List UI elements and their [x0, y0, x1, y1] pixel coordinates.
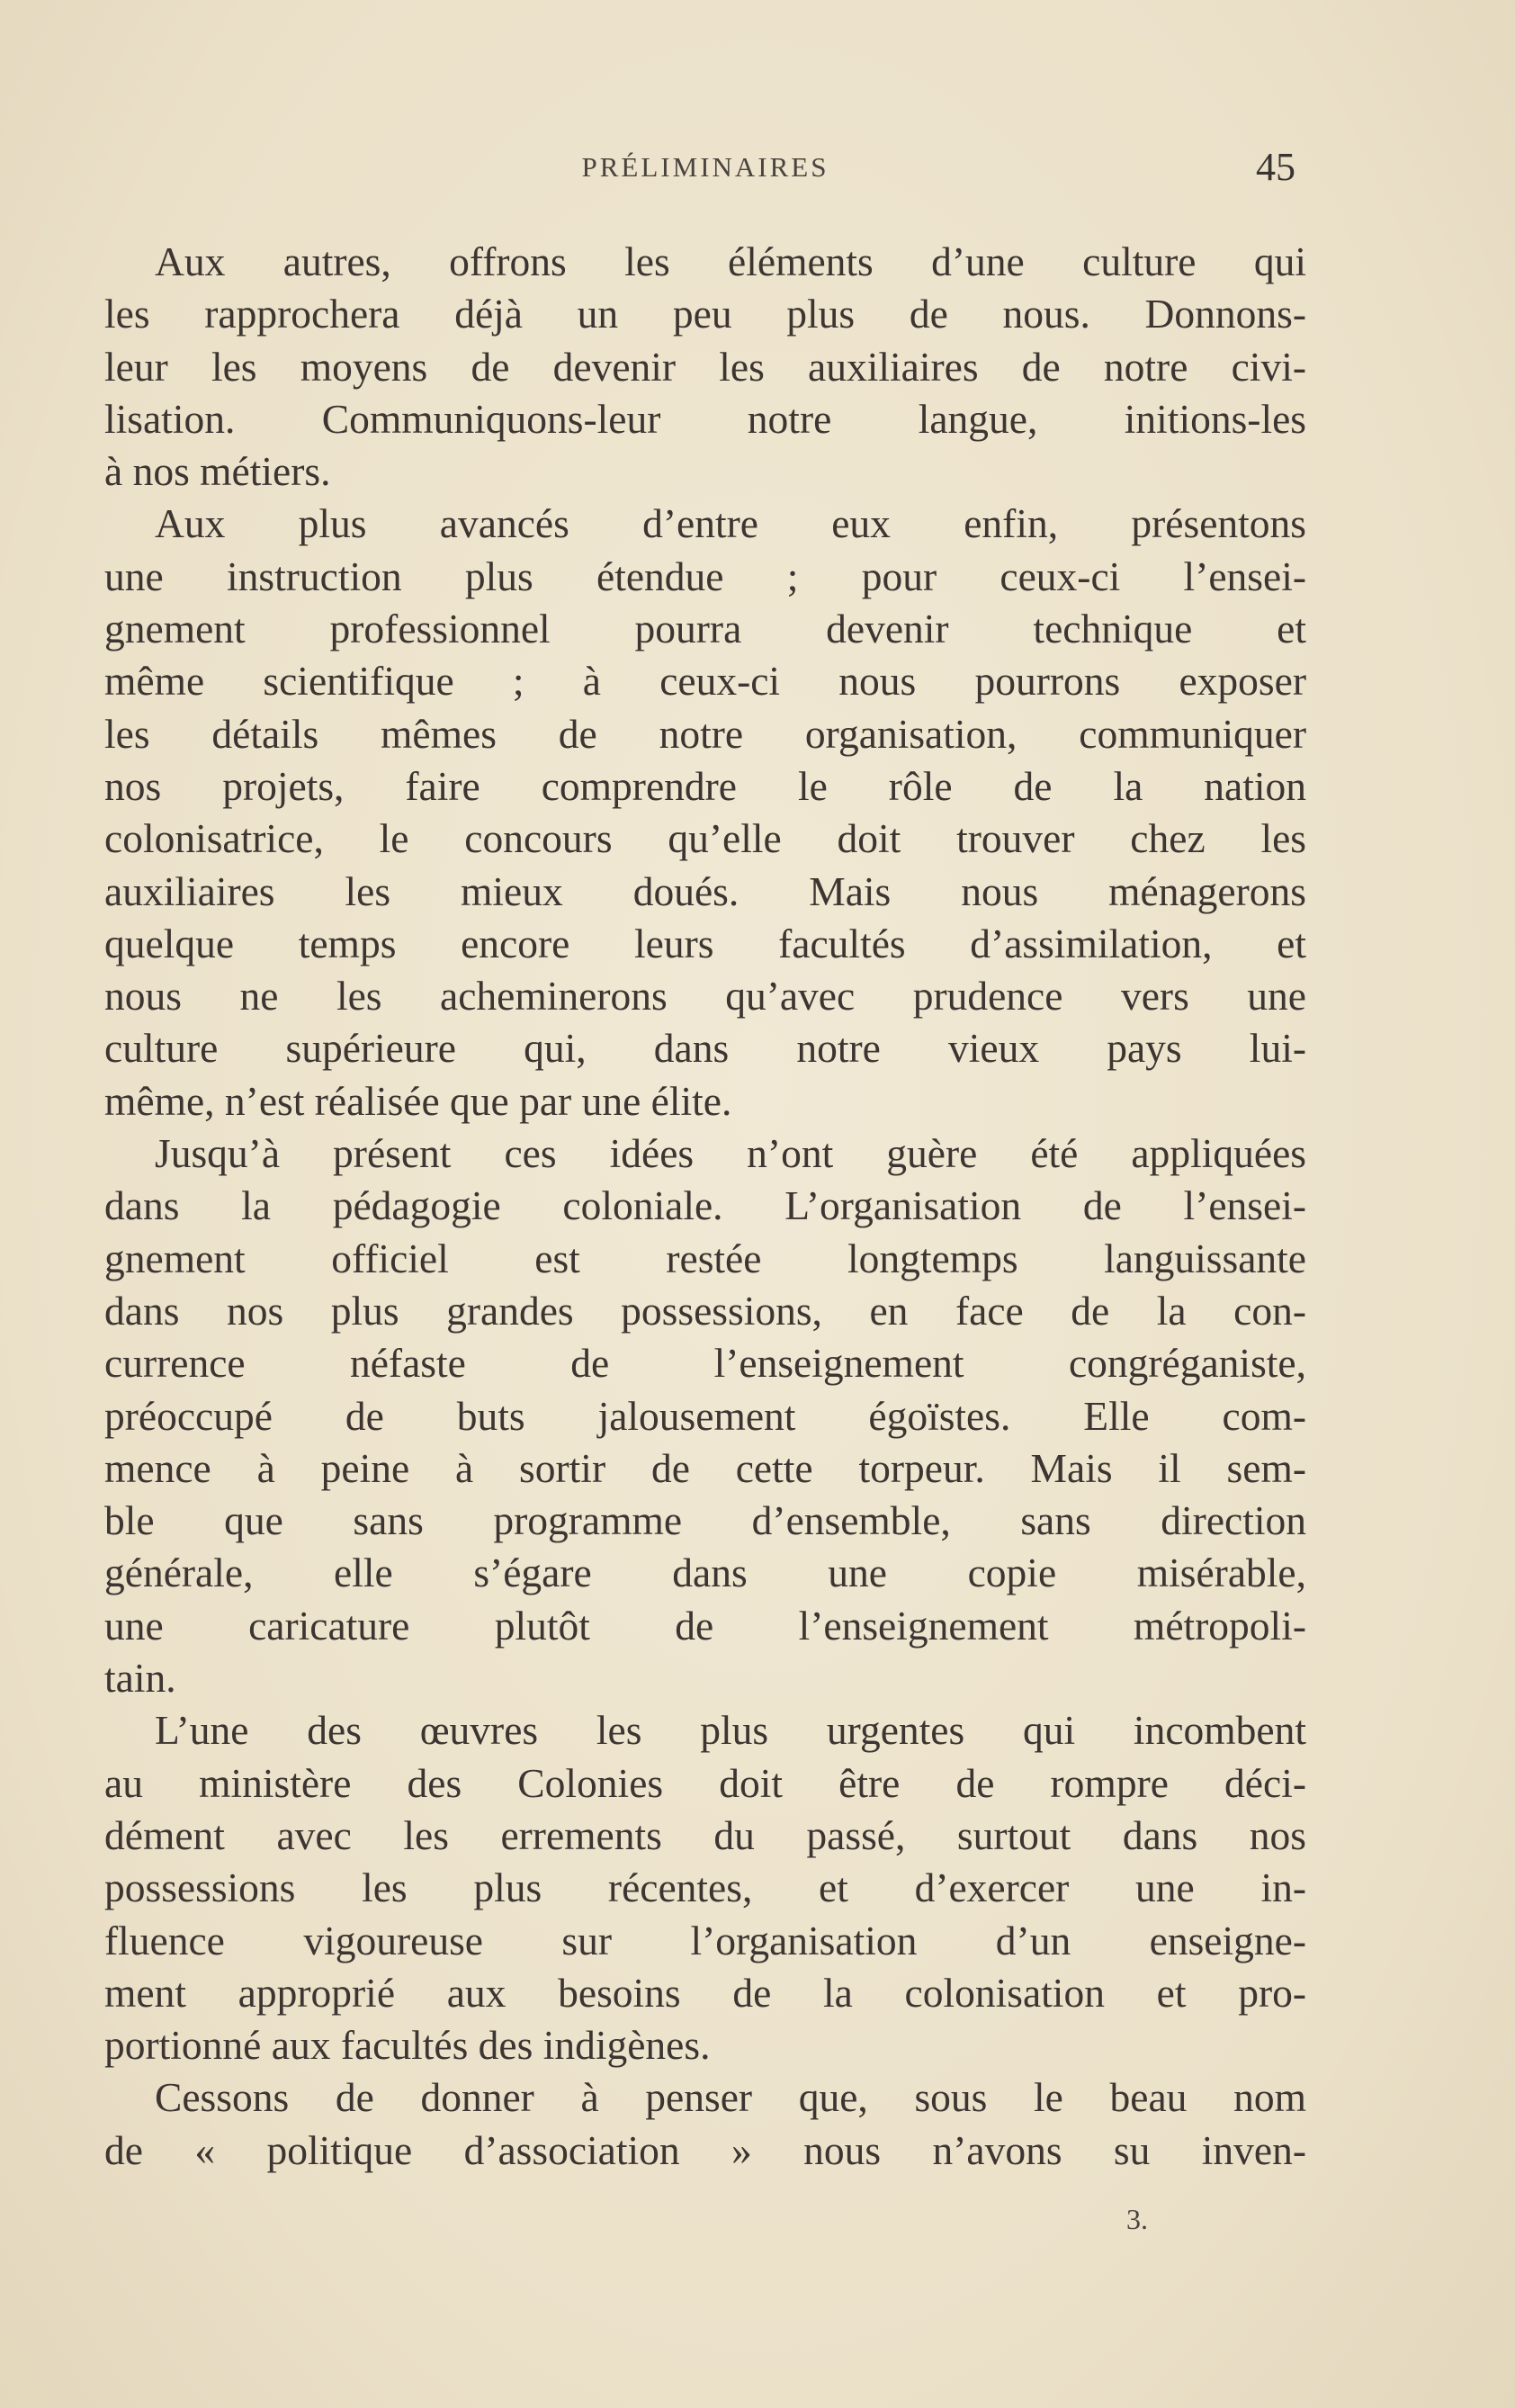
text-line: les rapprochera déjà un peu plus de nous. Donnons-: [104, 291, 1306, 337]
text-line: préoccupé de buts jalousement égoïstes. Elle com-: [104, 1392, 1306, 1439]
signature-mark: 3.: [1126, 2203, 1148, 2235]
page-header: [115, 145, 1295, 196]
text-line: auxiliaires les mieux doués. Mais nous ménagerons: [104, 867, 1306, 914]
text-line: une instruction plus étendue ; pour ceux-ci l’ensei-: [104, 553, 1306, 599]
text-line: gnement officiel est restée longtemps languissante: [104, 1235, 1306, 1281]
text-line: culture supérieure qui, dans notre vieux pays lui-: [104, 1025, 1306, 1072]
text-line: générale, elle s’égare dans une copie misérable,: [104, 1550, 1306, 1596]
text-line: fluence vigoureuse sur l’organisation d’un enseigne-: [104, 1917, 1306, 1963]
text-line: nous ne les acheminerons qu’avec prudence vers une: [104, 973, 1306, 1020]
paragraph: [104, 236, 1306, 498]
text-line: Aux plus avancés d’entre eux enfin, présentons: [155, 500, 1306, 547]
text-line: nos projets, faire comprendre le rôle de la nation: [104, 762, 1306, 809]
text-line: dans la pédagogie coloniale. L’organisation de l’ensei-: [104, 1182, 1306, 1229]
text-line: ble que sans programme d’ensemble, sans direction: [104, 1497, 1306, 1544]
text-line: dément avec les errements du passé, surtout dans nos: [104, 1811, 1306, 1858]
text-line: les détails mêmes de notre organisation, communiquer: [104, 710, 1306, 757]
text-line: à nos métiers.: [104, 448, 331, 495]
text-line: ment approprié aux besoins de la colonisation et pro-: [104, 1969, 1306, 2016]
text-line: Jusqu’à présent ces idées n’ont guère été appliquées: [155, 1130, 1306, 1177]
text-line: portionné aux facultés des indigènes.: [104, 2022, 711, 2069]
running-head: PRÉLIMINAIRES: [581, 151, 829, 183]
text-line: Aux autres, offrons les éléments d’une culture qui: [155, 238, 1306, 284]
text-line: tain.: [104, 1655, 176, 1702]
text-line: dans nos plus grandes possessions, en face de la con-: [104, 1287, 1306, 1334]
text-line: au ministère des Colonies doit être de rompre déci-: [104, 1759, 1306, 1806]
text-line: leur les moyens de devenir les auxiliaires de notre civi-: [104, 343, 1306, 390]
text-line: mence à peine à sortir de cette torpeur. Mais il sem-: [104, 1444, 1306, 1491]
text-line: de « politique d’association » nous n’avons su inven-: [104, 2126, 1306, 2173]
body-text: [104, 236, 1306, 2177]
text-line: possessions les plus récentes, et d’exercer une in-: [104, 1864, 1306, 1911]
text-line: une caricature plutôt de l’enseignement métropoli-: [104, 1602, 1306, 1649]
text-line: lisation. Communiquons-leur notre langue, initions-les: [104, 395, 1306, 442]
paragraph: [104, 1704, 1306, 2071]
text-line: quelque temps encore leurs facultés d’assimilation, et: [104, 920, 1306, 966]
page-number: 45: [1256, 145, 1295, 189]
text-line: gnement professionnel pourra devenir technique et: [104, 606, 1306, 652]
text-line: même scientifique ; à ceux-ci nous pourrons exposer: [104, 658, 1306, 705]
text-line: Cessons de donner à penser que, sous le beau nom: [155, 2074, 1306, 2121]
text-line: colonisatrice, le concours qu’elle doit trouver chez les: [104, 815, 1306, 862]
paragraph: [104, 2071, 1306, 2177]
paragraph: [104, 498, 1306, 1128]
text-line: même, n’est réalisée que par une élite.: [104, 1077, 732, 1124]
paragraph: [104, 1128, 1306, 1704]
text-line: currence néfaste de l’enseignement congréganiste,: [104, 1340, 1306, 1387]
text-line: L’une des œuvres les plus urgentes qui incombent: [155, 1707, 1306, 1754]
